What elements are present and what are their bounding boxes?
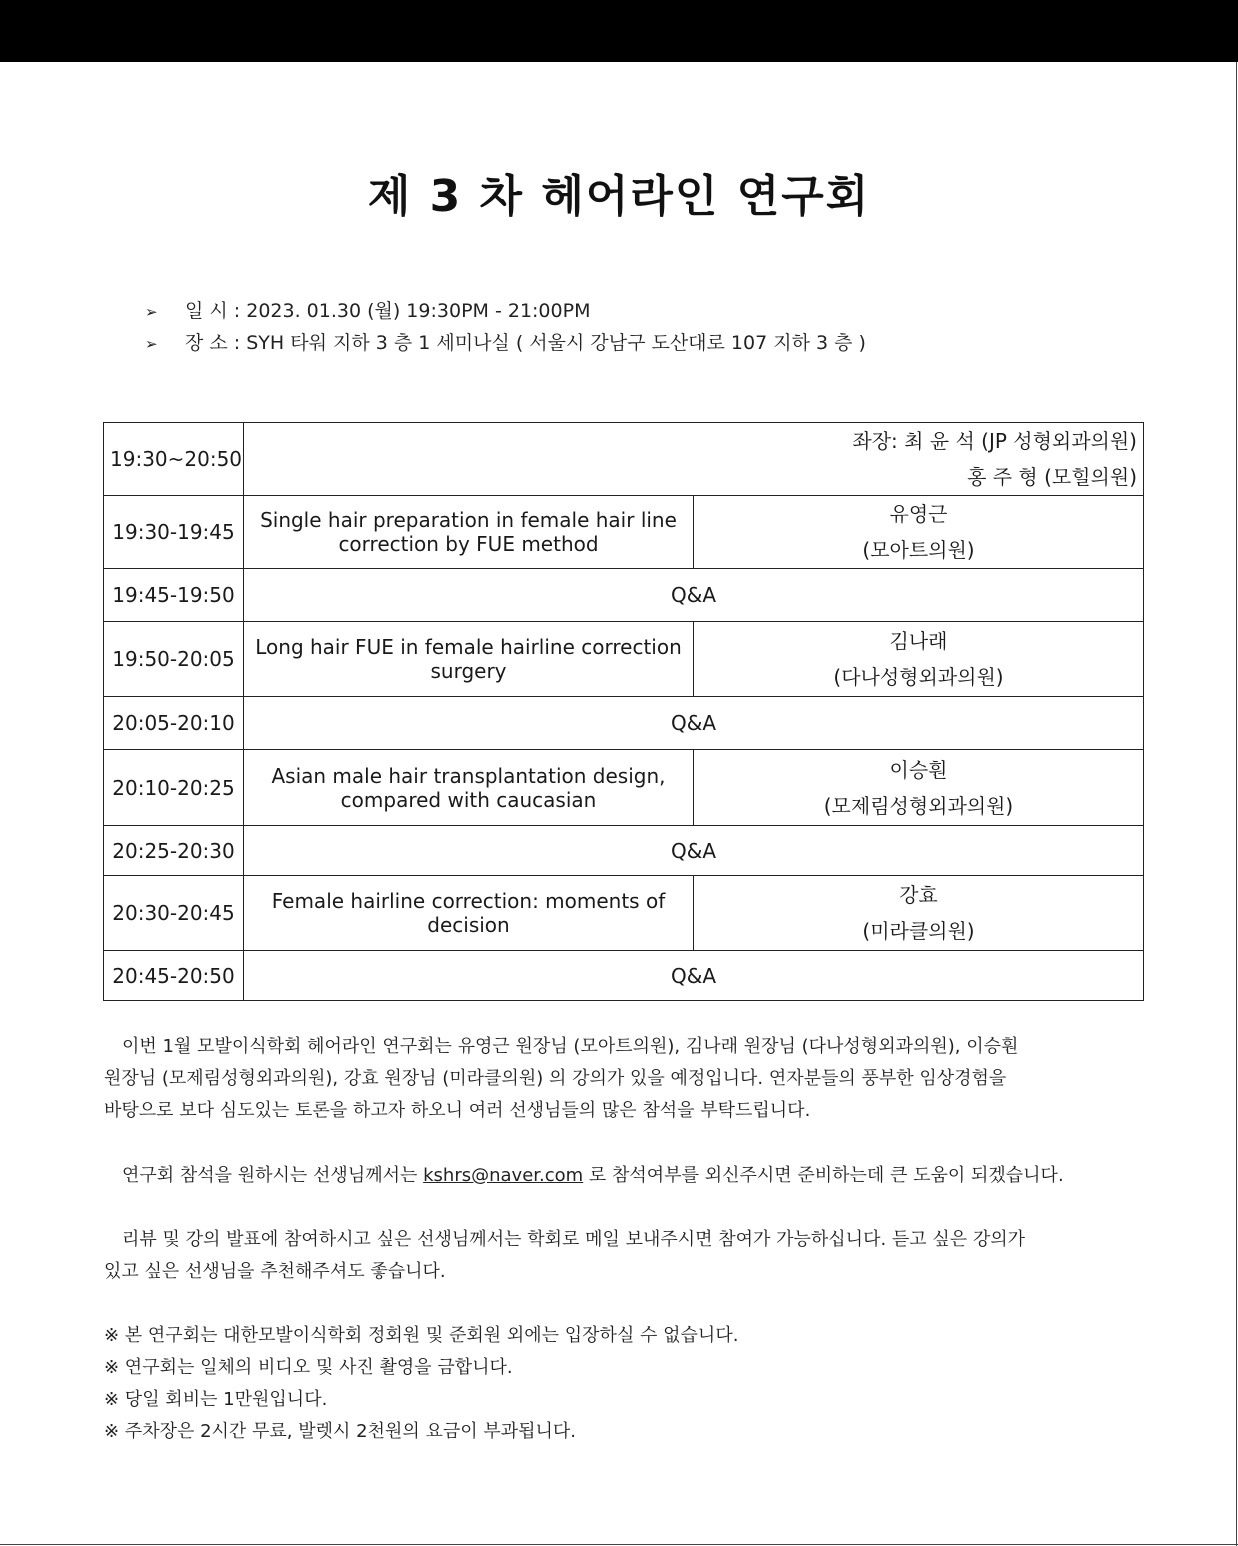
talk-title: Female hairline correction: moments of decision: [244, 876, 694, 951]
page-border-bottom: [0, 1544, 1238, 1545]
note-item: ※ 본 연구회는 대한모발이식학회 정회원 및 준회원 외에는 입장하실 수 없습니다.: [104, 1325, 739, 1346]
chair-line-1: 좌장: 최 윤 석 (JP 성형외과의원): [852, 429, 1137, 453]
speaker-cell: [694, 876, 1144, 951]
arrow-bullet-icon: ➢: [145, 303, 158, 321]
talk-title: Long hair FUE in female hairline correction surgery: [244, 622, 694, 697]
talk-title: Single hair preparation in female hair line correction by FUE method: [244, 496, 694, 569]
arrow-bullet-icon: ➢: [145, 335, 158, 353]
table-row: [104, 496, 1144, 569]
time-cell: 20:10-20:25: [104, 750, 244, 826]
rsvp-text-after: 로 참석여부를 외신주시면 준비하는데 큰 도움이 되겠습니다.: [588, 1165, 1064, 1186]
speaker-cell: [694, 496, 1144, 569]
notes-list: [104, 1320, 738, 1448]
speaker-cell: [694, 750, 1144, 826]
intro-paragraph: [104, 1031, 1104, 1127]
info-date-text: 일 시 : 2023. 01.30 (월) 19:30PM - 21:00PM: [185, 300, 591, 322]
info-venue-text: 장 소 : SYH 타워 지하 3 층 1 세미나실 ( 서울시 강남구 도산대로 107 지하 3 층 ): [185, 332, 866, 354]
time-cell: 20:45-20:50: [104, 951, 244, 1001]
participation-paragraph: [104, 1224, 1104, 1288]
page-title: 제 3 차 헤어라인 연구회: [367, 171, 871, 222]
page-border-right: [1236, 62, 1237, 1546]
qa-cell: Q&A: [244, 697, 1144, 750]
chair-cell: [244, 423, 1144, 496]
speaker-cell: [694, 622, 1144, 697]
time-cell: 20:30-20:45: [104, 876, 244, 951]
top-black-bar: [0, 0, 1238, 62]
info-date: [145, 296, 590, 323]
note-item: ※ 당일 회비는 1만원입니다.: [104, 1389, 328, 1410]
qa-cell: Q&A: [244, 951, 1144, 1001]
schedule-table: [103, 422, 1144, 1001]
note-item: ※ 연구회는 일체의 비디오 및 사진 촬영을 금합니다.: [104, 1357, 513, 1378]
time-cell: 20:05-20:10: [104, 697, 244, 750]
speaker-name: 김나래: [889, 629, 948, 653]
rsvp-text-before: 연구회 참석을 원하시는 선생님께서는: [122, 1165, 418, 1186]
table-row: [104, 569, 1144, 622]
intro-line-1: 이번 1월 모발이식학회 헤어라인 연구회는 유영근 원장님 (모아트의원), 김나래 원장님 (다나성형외과의원), 이승훤: [122, 1036, 1019, 1057]
email-link[interactable]: kshrs@naver.com: [423, 1165, 584, 1186]
note-item: ※ 주차장은 2시간 무료, 발렛시 2천원의 요금이 부과됩니다.: [104, 1421, 577, 1442]
table-row: [104, 622, 1144, 697]
speaker-clinic: (모제림성형외과의원): [823, 793, 1014, 818]
speaker-clinic: (모아트의원): [862, 538, 975, 562]
participation-line-1: 리뷰 및 강의 발표에 참여하시고 싶은 선생님께서는 학회로 메일 보내주시면 참여가 가능하십니다. 듣고 싶은 강의가: [122, 1229, 1026, 1250]
table-row: [104, 826, 1144, 876]
table-row: [104, 951, 1144, 1001]
intro-line-3: 바탕으로 보다 심도있는 토론을 하고자 하오니 여러 선생님들의 많은 참석을 부탁드립니다.: [104, 1100, 811, 1121]
qa-cell: Q&A: [244, 826, 1144, 876]
table-row: [104, 876, 1144, 951]
time-cell: 19:30-19:45: [104, 496, 244, 569]
time-cell: 19:45-19:50: [104, 569, 244, 622]
speaker-name: 유영근: [889, 502, 948, 526]
chair-line-2: 홍 주 형 (모힐의원): [967, 465, 1137, 489]
table-row: [104, 750, 1144, 826]
time-cell: 20:25-20:30: [104, 826, 244, 876]
table-row-chair: [104, 423, 1144, 496]
rsvp-paragraph: [104, 1160, 1122, 1192]
time-cell: 19:50-20:05: [104, 622, 244, 697]
time-cell: 19:30~20:50: [104, 423, 244, 496]
intro-line-2: 원장님 (모제림성형외과의원), 강효 원장님 (미라클의원) 의 강의가 있을 예정입니다. 연자분들의 풍부한 임상경험을: [104, 1068, 1007, 1089]
table-row: [104, 697, 1144, 750]
speaker-name: 강효: [899, 883, 938, 907]
speaker-clinic: (다나성형외과의원): [833, 665, 1004, 689]
participation-line-2: 있고 싶은 선생님을 추천해주셔도 좋습니다.: [104, 1261, 446, 1282]
speaker-clinic: (미라클의원): [862, 919, 975, 943]
info-venue: [145, 328, 866, 355]
speaker-name: 이승훤: [889, 757, 948, 782]
qa-cell: Q&A: [244, 569, 1144, 622]
talk-title: Asian male hair transplantation design, compared with caucasian: [244, 750, 694, 826]
